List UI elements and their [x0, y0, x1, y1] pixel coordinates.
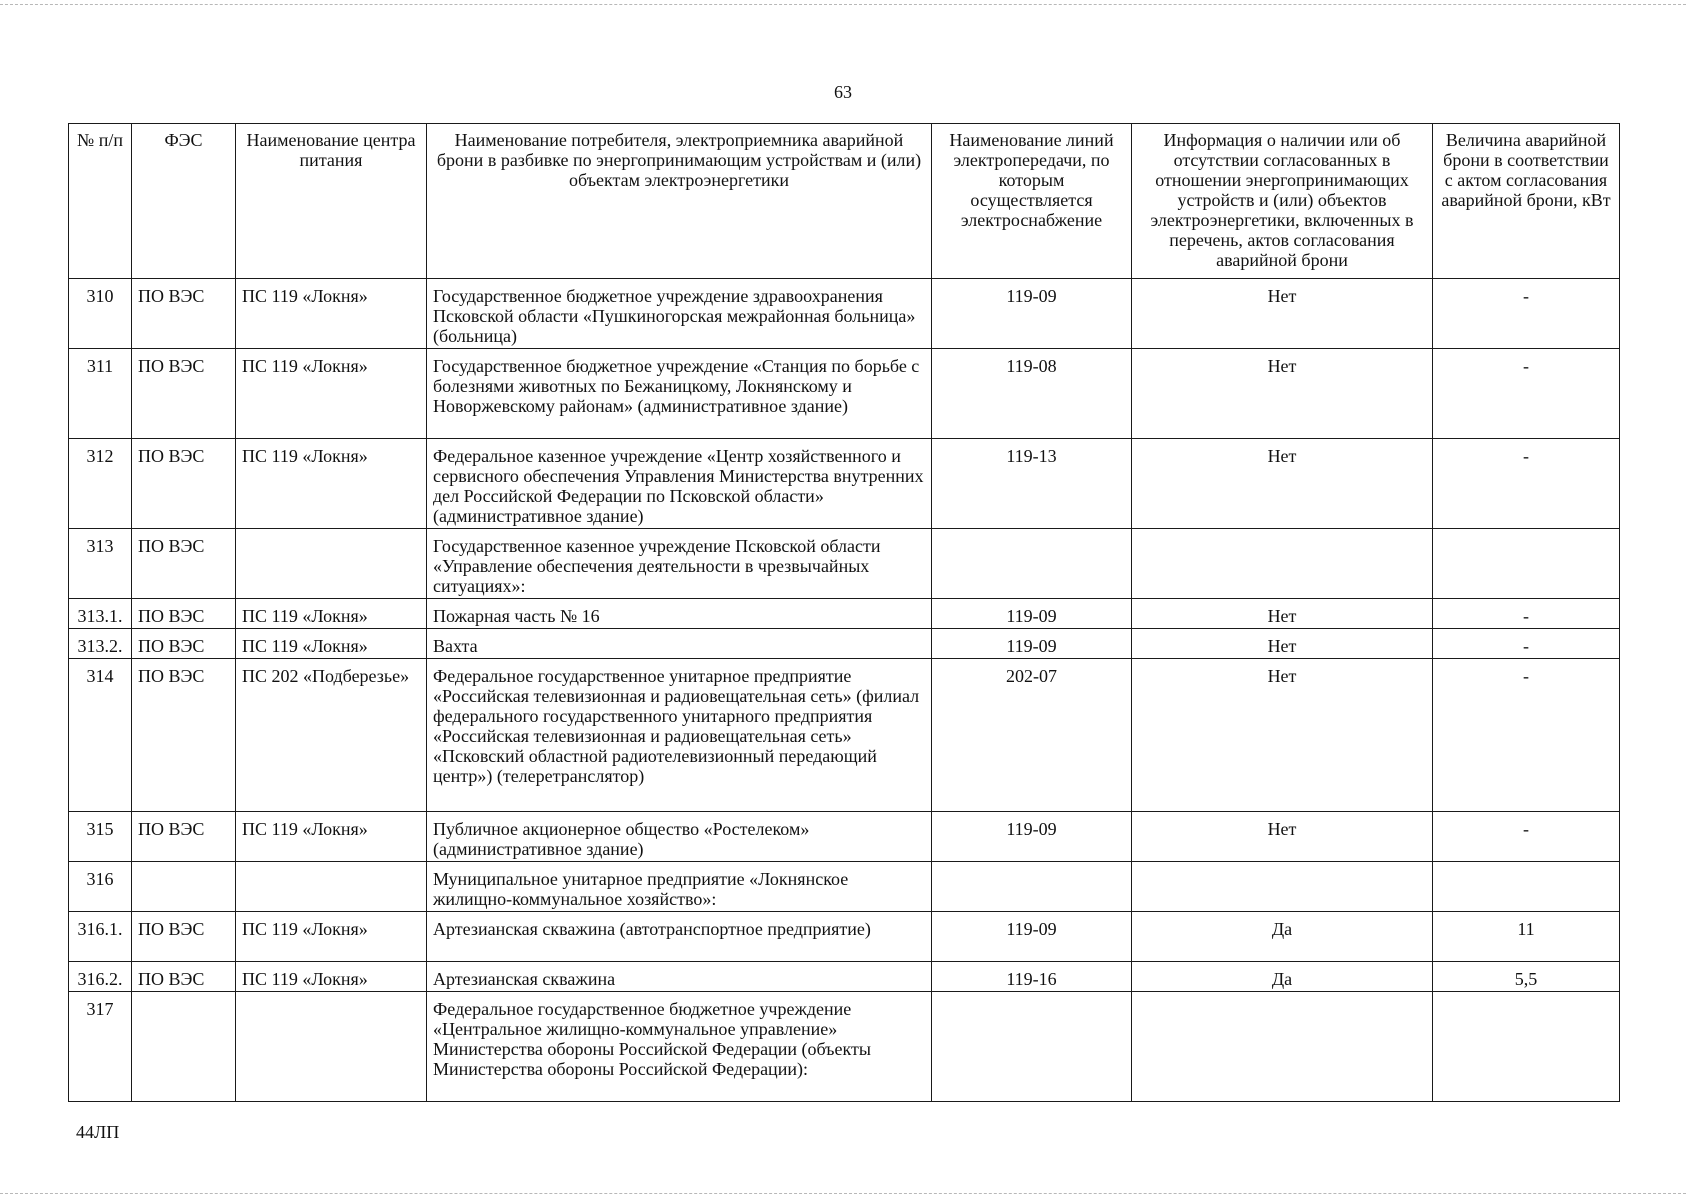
- consumer-name-cell: Федеральное казенное учреждение «Центр хозяйственного и сервисного обеспечения Управления Министерства внутренних дел Российской Федерации по Псковской области» (административное здание): [427, 439, 932, 529]
- row-number: 314: [69, 659, 132, 812]
- table-row: [69, 862, 1620, 912]
- act-info-cell: Да: [1132, 912, 1433, 962]
- header-cell: Наименование линий электропередачи, по которым осуществляется электроснабжение: [932, 124, 1132, 279]
- table-row: [69, 812, 1620, 862]
- reserve-value-cell: [1433, 992, 1620, 1102]
- row-number: 310: [69, 279, 132, 349]
- fes-cell: [132, 862, 236, 912]
- table-row: [69, 992, 1620, 1102]
- act-info-cell: Да: [1132, 962, 1433, 992]
- act-info-cell: Нет: [1132, 812, 1433, 862]
- table-header-row: [69, 124, 1620, 279]
- row-number: 316.1.: [69, 912, 132, 962]
- row-number: 313.1.: [69, 599, 132, 629]
- power-center-cell: ПС 202 «Подберезье»: [236, 659, 427, 812]
- power-line-cell: 119-09: [932, 629, 1132, 659]
- reserve-value-cell: -: [1433, 279, 1620, 349]
- act-info-cell: Нет: [1132, 659, 1433, 812]
- power-line-cell: 202-07: [932, 659, 1132, 812]
- fes-cell: ПО ВЭС: [132, 912, 236, 962]
- reserve-value-cell: -: [1433, 349, 1620, 439]
- row-number: 313.2.: [69, 629, 132, 659]
- consumer-name-cell: Муниципальное унитарное предприятие «Локнянское жилищно-коммунальное хозяйство»:: [427, 862, 932, 912]
- fes-cell: ПО ВЭС: [132, 629, 236, 659]
- reserve-value-cell: -: [1433, 812, 1620, 862]
- power-line-cell: [932, 992, 1132, 1102]
- power-line-cell: 119-13: [932, 439, 1132, 529]
- power-center-cell: [236, 992, 427, 1102]
- table-row: [69, 912, 1620, 962]
- reserve-value-cell: [1433, 529, 1620, 599]
- reserve-value-cell: [1433, 862, 1620, 912]
- power-center-cell: ПС 119 «Локня»: [236, 439, 427, 529]
- row-number: 312: [69, 439, 132, 529]
- consumer-name-cell: Артезианская скважина (автотранспортное предприятие): [427, 912, 932, 962]
- reserve-value-cell: -: [1433, 659, 1620, 812]
- consumer-name-cell: Государственное казенное учреждение Псковской области «Управление обеспечения деятельности в чрезвычайных ситуациях»:: [427, 529, 932, 599]
- consumer-name-cell: Артезианская скважина: [427, 962, 932, 992]
- table-row: [69, 439, 1620, 529]
- reserve-value-cell: -: [1433, 599, 1620, 629]
- table-row: [69, 962, 1620, 992]
- emergency-reserve-table: [68, 123, 1620, 1102]
- reserve-value-cell: 11: [1433, 912, 1620, 962]
- table-row: [69, 599, 1620, 629]
- table-row: [69, 279, 1620, 349]
- fes-cell: ПО ВЭС: [132, 439, 236, 529]
- act-info-cell: [1132, 529, 1433, 599]
- consumer-name-cell: Федеральное государственное бюджетное учреждение «Центральное жилищно-коммунальное управление» Министерства обороны Российской Федерации (объекты Министерства обороны Российской Федерации):: [427, 992, 932, 1102]
- document-code: 44ЛП: [76, 1122, 120, 1142]
- reserve-value-cell: -: [1433, 439, 1620, 529]
- page-number: 63: [834, 82, 852, 102]
- row-number: 317: [69, 992, 132, 1102]
- power-center-cell: ПС 119 «Локня»: [236, 912, 427, 962]
- power-line-cell: 119-08: [932, 349, 1132, 439]
- fes-cell: ПО ВЭС: [132, 659, 236, 812]
- power-line-cell: [932, 862, 1132, 912]
- row-number: 311: [69, 349, 132, 439]
- table-row: [69, 629, 1620, 659]
- fes-cell: ПО ВЭС: [132, 349, 236, 439]
- row-number: 315: [69, 812, 132, 862]
- power-center-cell: ПС 119 «Локня»: [236, 629, 427, 659]
- power-line-cell: 119-16: [932, 962, 1132, 992]
- act-info-cell: Нет: [1132, 599, 1433, 629]
- row-number: 316.2.: [69, 962, 132, 992]
- header-cell: № п/п: [69, 124, 132, 279]
- row-number: 316: [69, 862, 132, 912]
- scan-edge-top: [0, 4, 1686, 5]
- row-number: 313: [69, 529, 132, 599]
- consumer-name-cell: Вахта: [427, 629, 932, 659]
- act-info-cell: [1132, 992, 1433, 1102]
- power-center-cell: ПС 119 «Локня»: [236, 279, 427, 349]
- consumer-name-cell: Федеральное государственное унитарное предприятие «Российская телевизионная и радиовещательная сеть» (филиал федерального государственного унитарного предприятия «Российская телевизионная и радиовещательная сеть» «Псковский областной радиотелевизионный передающий центр») (телеретранслятор): [427, 659, 932, 812]
- power-center-cell: [236, 529, 427, 599]
- consumer-name-cell: Государственное бюджетное учреждение «Станция по борьбе с болезнями животных по Бежаницкому, Локнянскому и Новоржевскому районам» (административное здание): [427, 349, 932, 439]
- power-center-cell: ПС 119 «Локня»: [236, 349, 427, 439]
- header-cell: Наименование центра питания: [236, 124, 427, 279]
- act-info-cell: Нет: [1132, 629, 1433, 659]
- header-cell: ФЭС: [132, 124, 236, 279]
- fes-cell: ПО ВЭС: [132, 962, 236, 992]
- power-line-cell: 119-09: [932, 599, 1132, 629]
- fes-cell: [132, 992, 236, 1102]
- power-center-cell: [236, 862, 427, 912]
- fes-cell: ПО ВЭС: [132, 529, 236, 599]
- header-cell: Информация о наличии или об отсутствии согласованных в отношении энергопринимающих устройств и (или) объектов электроэнергетики, включенных в перечень, актов согласования аварийной брони: [1132, 124, 1433, 279]
- act-info-cell: Нет: [1132, 279, 1433, 349]
- table-row: [69, 349, 1620, 439]
- reserve-value-cell: -: [1433, 629, 1620, 659]
- reserve-value-cell: 5,5: [1433, 962, 1620, 992]
- fes-cell: ПО ВЭС: [132, 279, 236, 349]
- fes-cell: ПО ВЭС: [132, 599, 236, 629]
- act-info-cell: Нет: [1132, 349, 1433, 439]
- fes-cell: ПО ВЭС: [132, 812, 236, 862]
- header-cell: Наименование потребителя, электроприемника аварийной брони в разбивке по энергопринимающим устройствам и (или) объектам электроэнергетики: [427, 124, 932, 279]
- power-line-cell: [932, 529, 1132, 599]
- header-cell: Величина аварийной брони в соответствии с актом согласования аварийной брони, кВт: [1433, 124, 1620, 279]
- consumer-name-cell: Публичное акционерное общество «Ростелеком» (административное здание): [427, 812, 932, 862]
- consumer-name-cell: Пожарная часть № 16: [427, 599, 932, 629]
- power-line-cell: 119-09: [932, 812, 1132, 862]
- act-info-cell: Нет: [1132, 439, 1433, 529]
- power-line-cell: 119-09: [932, 912, 1132, 962]
- table-row: [69, 659, 1620, 812]
- power-line-cell: 119-09: [932, 279, 1132, 349]
- scan-edge-bottom: [0, 1193, 1686, 1194]
- consumer-name-cell: Государственное бюджетное учреждение здравоохранения Псковской области «Пушкиногорская межрайонная больница» (больница): [427, 279, 932, 349]
- act-info-cell: [1132, 862, 1433, 912]
- power-center-cell: ПС 119 «Локня»: [236, 962, 427, 992]
- power-center-cell: ПС 119 «Локня»: [236, 599, 427, 629]
- table-row: [69, 529, 1620, 599]
- power-center-cell: ПС 119 «Локня»: [236, 812, 427, 862]
